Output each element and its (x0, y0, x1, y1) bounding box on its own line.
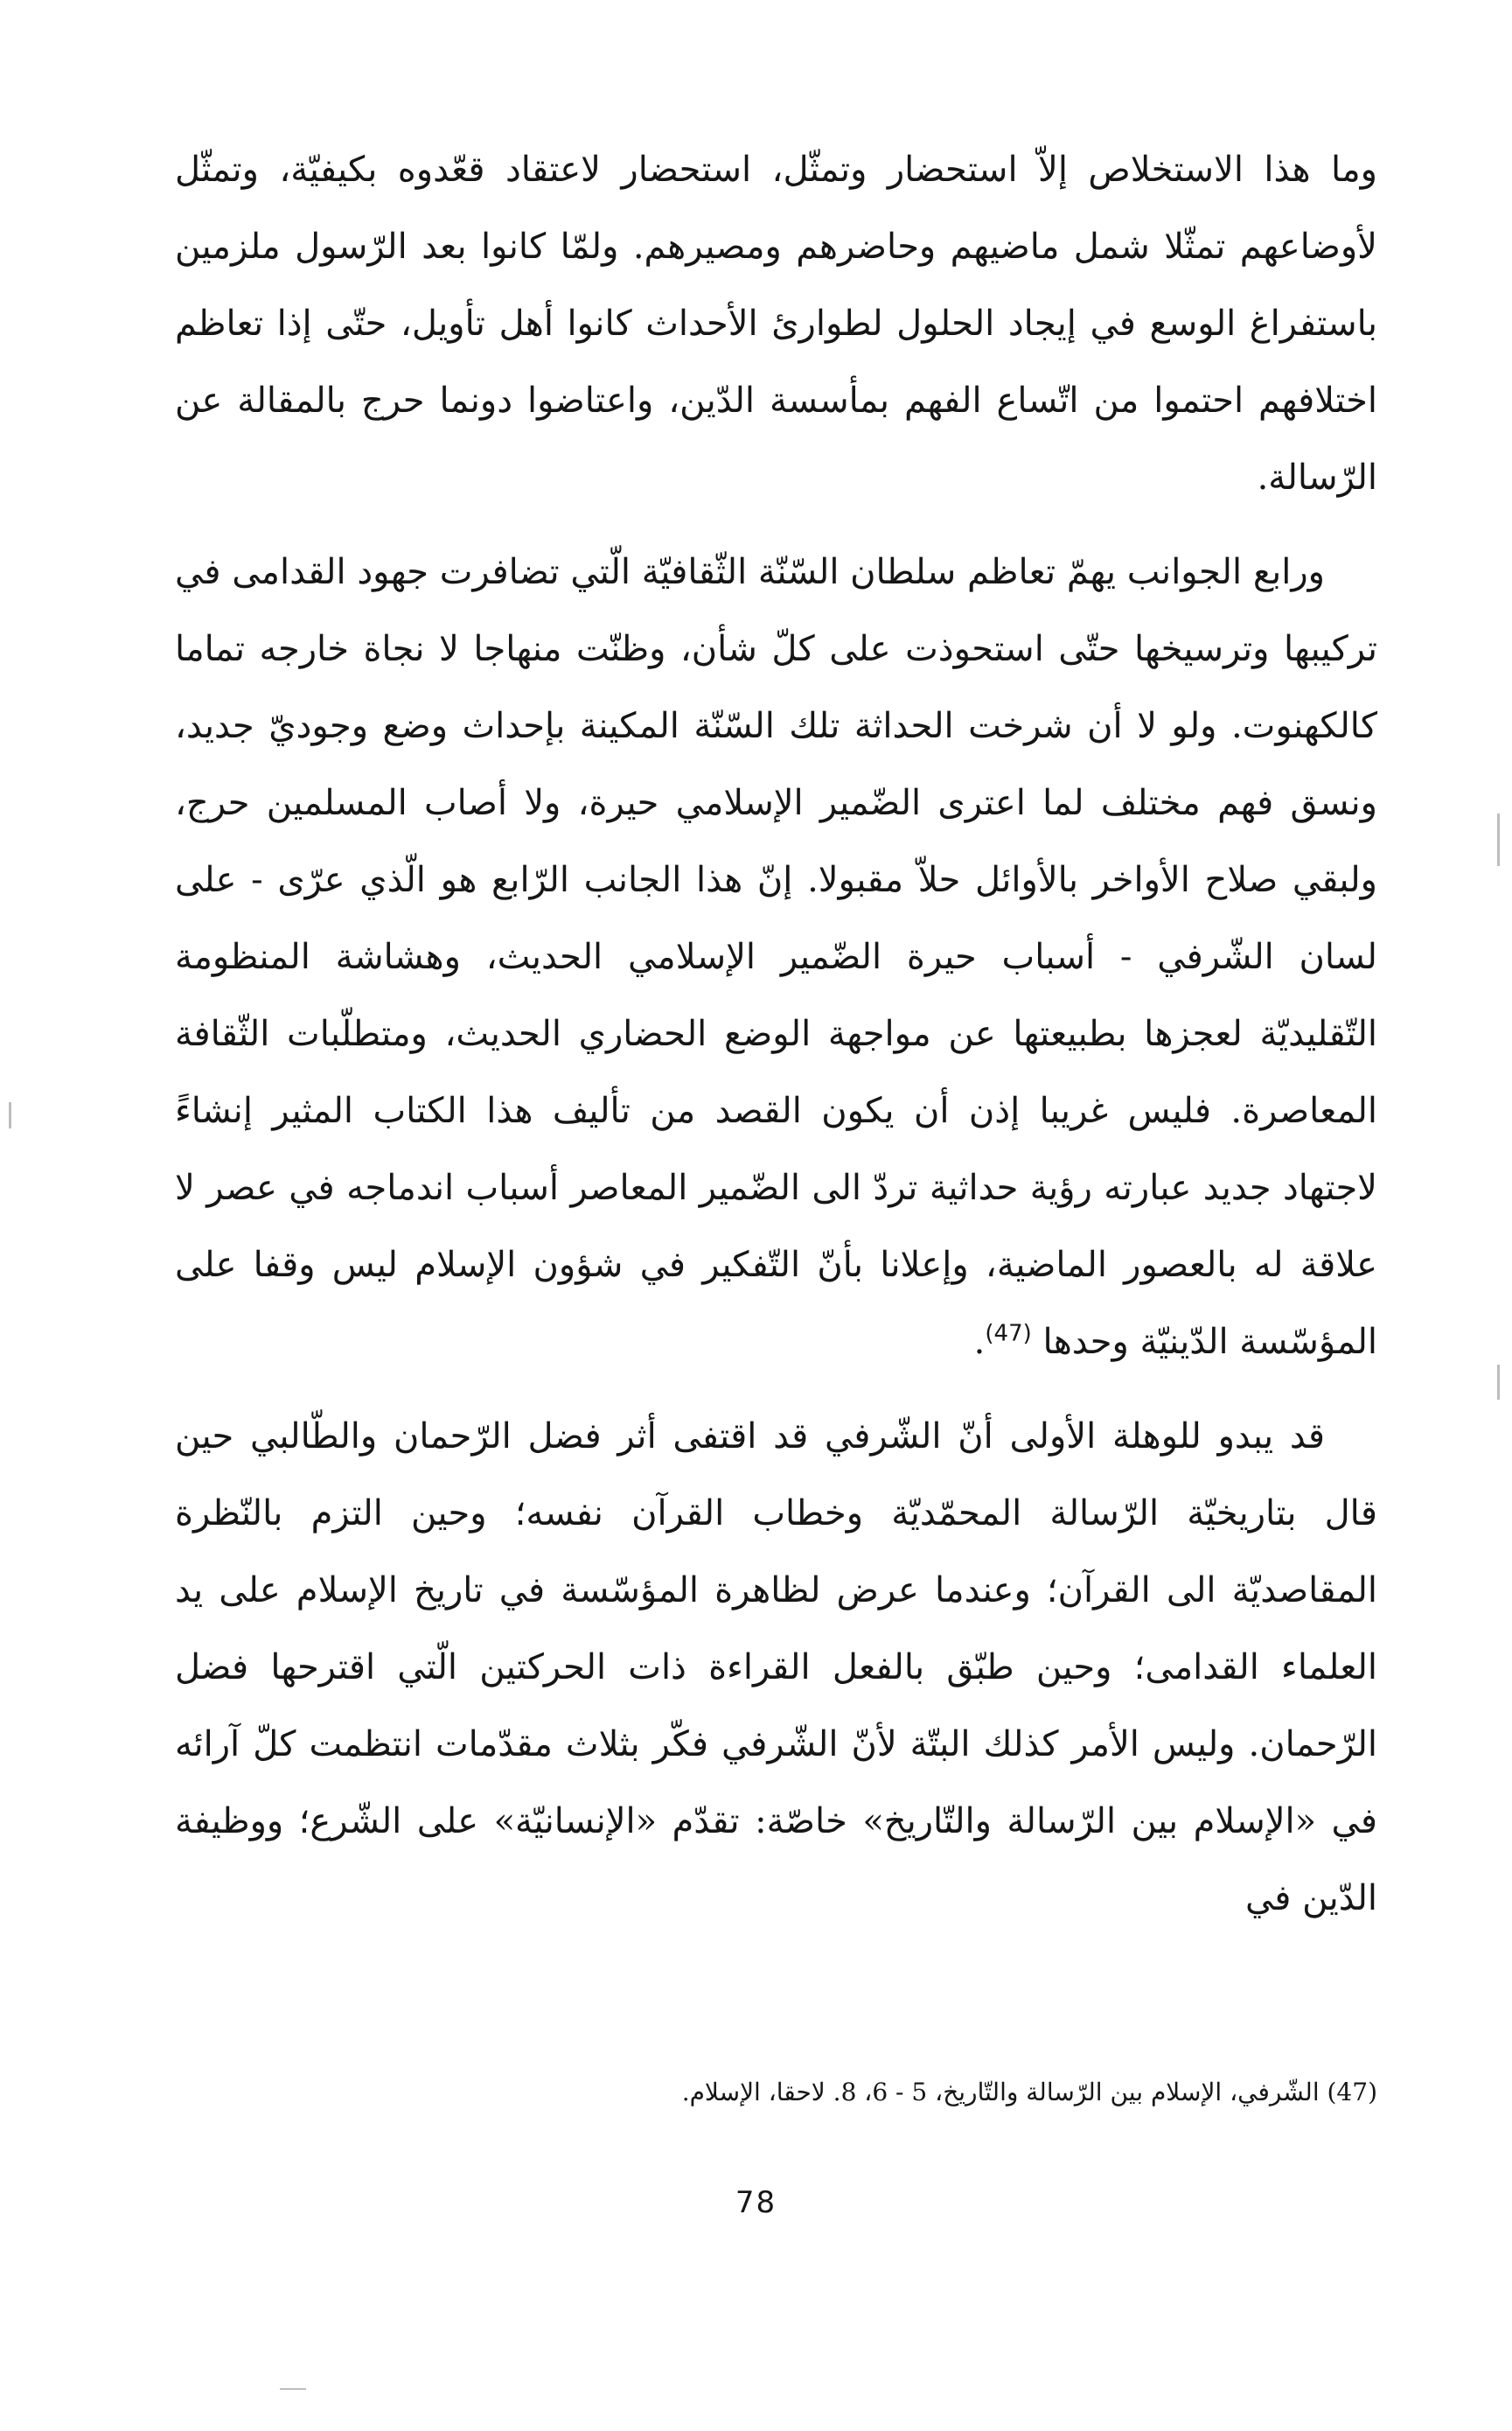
page-number: 78 (735, 2185, 777, 2220)
scan-edge-mark (1497, 1365, 1500, 1400)
paragraph-2 (175, 534, 1377, 1380)
paragraph-3 (175, 1398, 1377, 1937)
scan-edge-mark (9, 1102, 11, 1128)
body-text (175, 131, 1377, 1937)
scan-edge-mark (1497, 814, 1500, 866)
footnote-reference[interactable]: (47) (985, 1320, 1032, 1347)
paragraph-1 (175, 131, 1377, 516)
paragraph-2-text: ورابع الجوانب يهمّ تعاظم سلطان السّنّة الثّقافيّة الّتي تضافرت جهود القدامى في تركيبها وترسيخها حتّى استحوذت على كلّ شأن، وظنّت منهاجا لا نجاة خارجه تماما كالكهنوت. ولو لا أن شرخت الحداثة تلك السّنّة المكينة بإحداث وضع وجوديّ جديد، ونسق فهم مختلف لما اعترى الضّمير الإسلامي حيرة، ولا أصاب المسلمين حرج، ولبقي صلاح الأواخر بالأوائل حلاّ مقبولا. إنّ هذا الجانب الرّابع هو الّذي عرّى - على لسان الشّرفي - أسباب حيرة الضّمير الإسلامي الحديث، وهشاشة المنظومة التّقليديّة لعجزها بطبيعتها عن مواجهة الوضع الحضاري الحديث، ومتطلّبات الثّقافة المعاصرة. فليس غريبا إذن أن يكون القصد من تأليف هذا الكتاب المثير إنشاءً لاجتهاد جديد عبارته رؤية حداثية تردّ الى الضّمير المعاصر أسباب اندماجه في عصر لا علاقة له بالعصور الماضية، وإعلانا بأنّ التّفكير في شؤون الإسلام ليس وقفا على المؤسّسة الدّينيّة وحدها (175, 552, 1377, 1362)
footnote: (47) الشّرفي، الإسلام بين الرّسالة والتّاريخ، 5 - 6، 8. لاحقا، الإسلام. (681, 2078, 1377, 2106)
paragraph-1-text: وما هذا الاستخلاص إلاّ استحضار وتمثّل، استحضار لاعتقاد قعّدوه بكيفيّة، وتمثّل لأوضاعهم تمثّلا شمل ماضيهم وحاضرهم ومصيرهم. ولمّا كانوا بعد الرّسول ملزمين باستفراغ الوسع في إيجاد الحلول لطوارئ الأحداث كانوا أهل تأويل، حتّى إذا تعاظم اختلافهم احتموا من اتّساع الفهم بمأسسة الدّين، واعتاضوا دونما حرج بالمقالة عن الرّسالة. (175, 150, 1377, 498)
scan-edge-mark (280, 2388, 306, 2390)
paragraph-2-end: . (973, 1322, 986, 1362)
paragraph-3-text: قد يبدو للوهلة الأولى أنّ الشّرفي قد اقتفى أثر فضل الرّحمان والطّالبي حين قال بتاريخيّة الرّسالة المحمّديّة وخطاب القرآن نفسه؛ وحين التزم بالنّظرة المقاصديّة الى القرآن؛ وعندما عرض لظاهرة المؤسّسة في تاريخ الإسلام على يد العلماء القدامى؛ وحين طبّق بالفعل القراءة ذات الحركتين الّتي اقترحها فضل الرّحمان. وليس الأمر كذلك البتّة لأنّ الشّرفي فكّر بثلاث مقدّمات انتظمت كلّ آرائه في «الإسلام بين الرّسالة والتّاريخ» خاصّة: تقدّم «الإنسانيّة» على الشّرع؛ ووظيفة الدّين في (175, 1416, 1377, 1918)
